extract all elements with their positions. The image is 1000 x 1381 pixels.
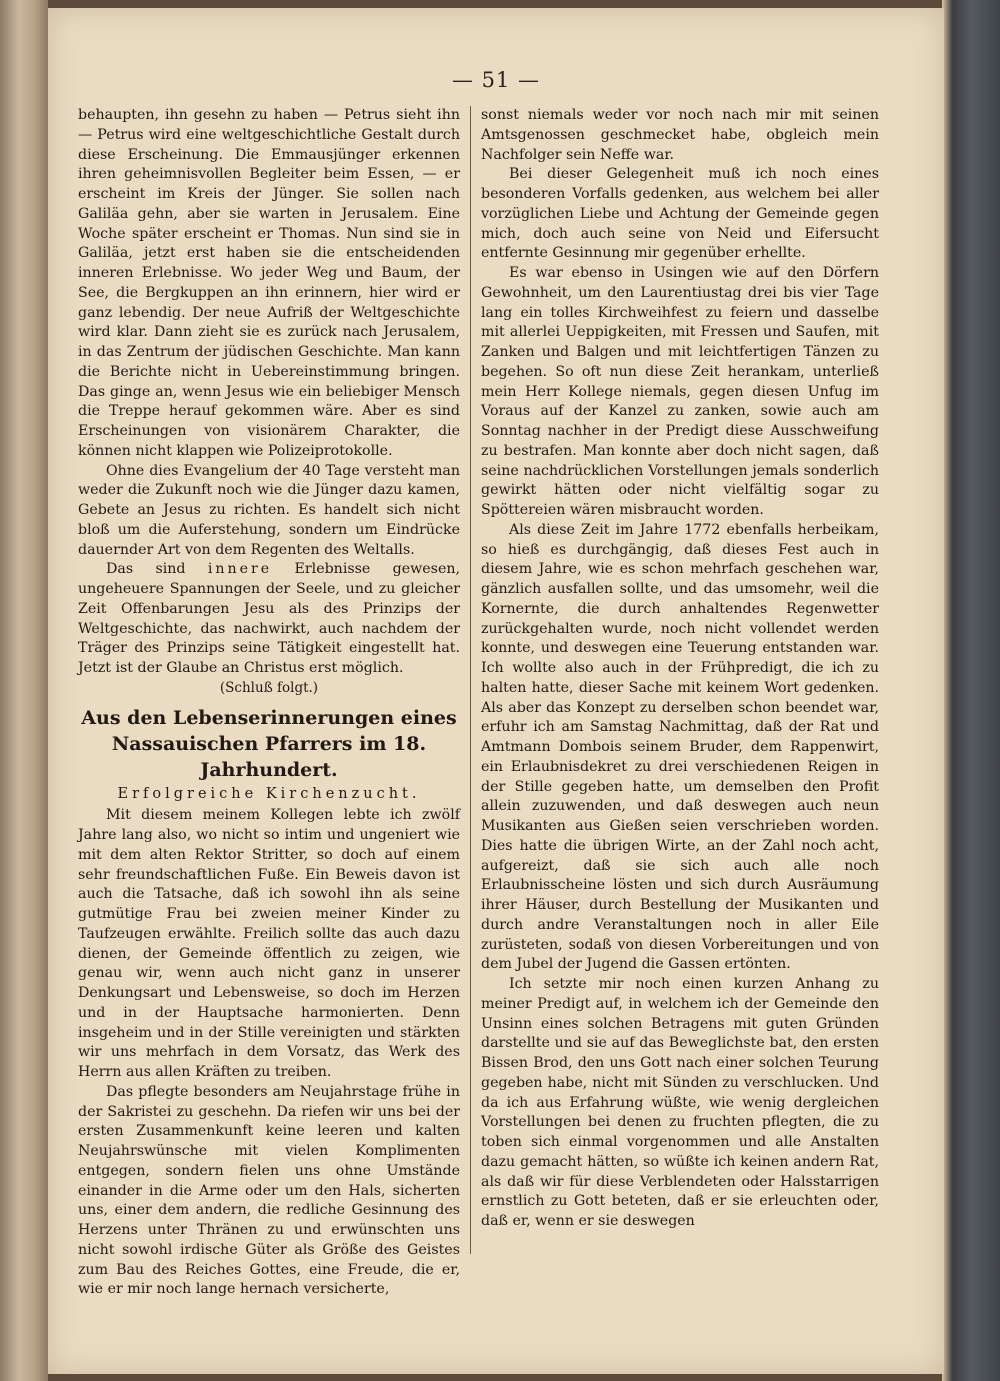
- emphasized-word: innere: [207, 561, 273, 578]
- left-paragraph-3-start: Das sind: [106, 561, 186, 578]
- column-divider: [470, 106, 471, 1254]
- left-paragraph-3: [78, 560, 460, 679]
- right-paragraph-3: Es war ebenso in Usingen wie auf den Dörfern Gewohnheit, um den Laurentiustag drei bis vier Tage lang ein tolles Kirchweihfest zu feiern und dasselbe mit allerlei Ueppigkeiten, mit Fressen und Saufen, mit Zanken und Balgen und mit leichtfertigen Tänzen zu begehen. So oft nun diese Zeit herankam, unterließ mein Herr Kollege niemals, gegen diesen Unfug im Voraus auf der Kanzel zu zanken, sowie auch am Sonntag nachher in der Predigt diese Ausschweifung zu bestrafen. Man konnte aber doch nicht sagen, daß seine nachdrücklichen Vorstellungen jemals sonderlich gewirkt hätten oder nicht vielfältig sogar zu Spöttereien wären misbraucht worden.: [481, 265, 879, 518]
- left-column: [78, 106, 460, 1300]
- right-paragraph-5: Ich setzte mir noch einen kurzen Anhang zu meiner Predigt auf, in welchem ich der Gemeinde den Unsinn eines solchen Betragens mit guten Gründen darstellte und sie auf das Beweglichste bat, den ersten Bissen Brod, den uns Gott nach einer solchen Teurung gegeben habe, nicht mit Sünden zu verschlucken. Und da ich aus Erfahrung wüßte, wie wenig dergleichen Vorstellungen bei denen zu fruchten pflegten, die zu toben sich einmal vorgenommen und alle Anstalten dazu gemacht hätten, so wüßte ich keinen andern Rat, als daß wir für diese Verblendeten oder Halsstarrigen ernstlich zu Gott beteten, daß er sie erleuchten oder, daß er, wenn er sie deswegen: [481, 976, 879, 1229]
- article-subheading: Erfolgreiche Kirchenzucht.: [117, 785, 421, 802]
- left-paragraph-5: Das pflegte besonders am Neujahrstage frühe in der Sakristei zu geschehn. Da riefen wir uns bei der ersten Zusammenkunft keine leeren und kalten Neujahrswünsche mit vielen Komplimenten entgegen, sondern fielen uns ohne Umstände einander in die Arme oder um den Hals, sicherten uns, einer dem andern, die redliche Gesinnung des Herzens unter Thränen zu und erwünschten uns nicht sowohl irdische Güter als Größe des Geistes zum Bau des Reiches Gottes, eine Freude, die er, wie er mir noch lange hernach versicherte,: [78, 1083, 460, 1298]
- to-be-continued-note: (Schluß folgt.): [219, 679, 319, 696]
- book-binding-right: [942, 0, 1000, 1381]
- right-paragraph-2: Bei dieser Gelegenheit muß ich noch eines besonderen Vorfalls gedenken, aus welchem bei aller vorzüglichen Liebe und Achtung der Gemeinde gegen mich, doch auch seine von Neid und Eifersucht entfernte Gesinnung mir gegenüber erhellte.: [481, 166, 879, 262]
- left-paragraph-2: Ohne dies Evangelium der 40 Tage versteht man weder die Zukunft noch wie die Jünger dazu kamen, Gebete an Jesus zu richten. Es handelt sich nicht bloß um die Auferstehung, sondern um Eindrücke dauernder Art von dem Regenten des Weltalls.: [78, 462, 460, 558]
- left-paragraph-4: Mit diesem meinem Kollegen lebte ich zwölf Jahre lang also, wo nicht so intim und ungeniert wie mit dem alten Rektor Stritter, so doch auf einem sehr freundschaftlichen Fuße. Ein Beweis davon ist auch die Tatsache, daß ich sowohl ihn als seine gutmütige Frau bei zweien meiner Kinder zu Taufzeugen erwählte. Freilich sollte das auch dazu dienen, der Gemeinde öffentlich zu zeigen, wie genau wir, wenn auch nicht ganz in unserer Denkungsart und Lebensweise, so doch im Herzen und in der Hauptsache harmonierten. Denn insgeheim und in der Stille vereinigten und stärkten wir uns mehrfach in dem Vorsatz, das Werk des Herrn aus allen Kräften zu treiben.: [78, 807, 460, 1080]
- right-paragraph-1: sonst niemals weder vor noch nach mir mit seinen Amtsgenossen geschmecket habe, obgleich mein Nachfolger sein Neffe war.: [481, 107, 879, 163]
- right-column: [481, 106, 879, 1232]
- page-number: — 51 —: [451, 68, 541, 92]
- book-binding-left: [0, 0, 48, 1381]
- article-heading: Aus den Lebenserinnerungen eines Nassauischen Pfarrers im 18. Jahrhundert.: [81, 706, 457, 781]
- left-paragraph-3-end: Erlebnisse gewesen, ungeheuere Spannungen der Seele, und zu gleicher Zeit Offenbarungen Jesu als des Prinzips der Weltgeschichte, das nachwirkt, auch nachdem der Träger des Prinzips seine Tätigkeit eingestellt hat. Jetzt ist der Glaube an Christus erst möglich.: [78, 561, 460, 676]
- book-page: [48, 8, 944, 1374]
- right-paragraph-4: Als diese Zeit im Jahre 1772 ebenfalls herbeikam, so hieß es durchgängig, daß dieses Fest auch in diesem Jahre, wie es schon mehrfach geschehen war, gänzlich ausfallen sollte, und das umsomehr, weil die Kornernte, die durch anhaltendes Regenwetter zurückgehalten wurde, noch nicht vollendet werden konnte, und deswegen eine Teuerung entstanden war. Ich wollte also auch in der Frühpredigt, die ich zu halten hatte, dieser Sache mit keinem Wort gedenken. Als aber das Konzept zu derselben schon beendet war, erfuhr ich am Samstag Nachmittag, daß der Rat und Amtmann Dombois seinem Bruder, dem Rappenwirt, ein Erlaubnisdekret zu drei verschiedenen Reigen in der Stille gegeben hatte, um demselben den Profit allein zuzuwenden, und daß deswegen auch neun Musikanten aus Gießen seien verschrieben worden. Dies hatte die übrigen Wirte, an der Zahl noch acht, aufgereizt, daß sie sich auch alle noch Erlaubnisscheine lösten und sich durch Ausräumung ihrer Häuser, durch Bestellung der Musikanten und durch andre Veranstaltungen noch in aller Eile zurüsteten, sodaß von diesen Vorbereitungen und von dem Jubel der Jugend die Gassen ertönten.: [481, 521, 879, 973]
- left-paragraph-1: behaupten, ihn gesehn zu haben — Petrus sieht ihn — Petrus wird eine weltgeschichtliche Gestalt durch diese Erscheinung. Die Emmausjünger erkennen ihren geheimnisvollen Begleiter beim Essen, — er erscheint im Kreis der Jünger. Sie sollen nach Galiläa gehn, aber sie warten in Jerusalem. Eine Woche später erscheint er Thomas. Nun sind sie in Galiläa, jetzt erst haben sie die entscheidenden inneren Erlebnisse. Wo jeder Weg und Baum, der See, die Bergkuppen an ihn erinnern, hier wird er ganz lebendig. Der neue Aufriß der Weltgeschichte wird klar. Dann zieht sie es zurück nach Jerusalem, in das Zentrum der jüdischen Geschichte. Man kann die Berichte nicht in Uebereinstimmung bringen. Das ginge an, wenn Jesus wie ein beliebiger Mensch die Treppe herauf gekommen wäre. Aber es sind Erscheinungen von visionärem Charakter, die können nicht klappen wie Polizeiprotokolle.: [78, 107, 460, 459]
